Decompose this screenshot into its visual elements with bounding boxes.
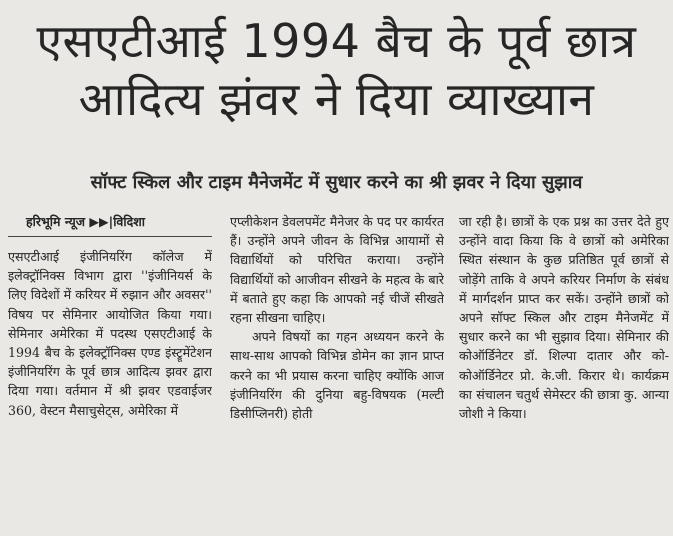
headline (0, 12, 673, 128)
headline-line-2: आदित्य झंवर ने दिया व्याख्यान (78, 72, 595, 126)
column-3-paragraph: जा रही है। छात्रों के एक प्रश्न का उत्तर देते हुए उन्होंने वादा किया कि वे छात्रों को अमेरिका स्थित संस्थान के कुछ प्रतिष्ठित पूर्व छात्रों से जोड़ेंगे ताकि वे अपने करियर निर्माण के संबंध में मार्गदर्शन प्राप्त कर सकें। उन्होंने छात्रों को अपने सॉफ्ट स्किल और टाइम मैनेजमेंट में सुधार करने का भी सुझाव दिया। सेमिनार की कोऑर्डिनेटर डॉ. शिल्पा दातार और को- कोऑर्डिनेटर प्रो. के.जी. किरार थे। कार्यक्रम का संचालन चतुर्थ सेमेस्टर की छात्रा कु. आन्या जोशी ने किया। (459, 214, 669, 422)
article-column-2 (230, 212, 444, 536)
subheadline: सॉफ्ट स्किल और टाइम मैनेजमेंट में सुधार करने का श्री झवर ने दिया सुझाव (90, 172, 583, 193)
byline: हरिभूमि न्यूज ▶▶|विदिशा (8, 212, 212, 237)
article-column-3 (459, 212, 669, 536)
column-2-paragraph-1: एप्लीकेशन डेवलपमेंट मैनेजर के पद पर कार्यरत हैं। उन्होंने अपने जीवन के विभिन्न आयामों से विद्यार्थियों को परिचित कराया। उन्होंने विद्यार्थियों को आजीवन सीखने के महत्व के बारे में बताते हुए कहा कि आपको नई चीजें सीखते रहना सीखना चाहिए। (230, 214, 444, 326)
headline-line-1: एसएटीआई 1994 बैच के पूर्व छात्र (36, 14, 637, 68)
article-column-1 (8, 212, 212, 536)
column-1-paragraph: एसएटीआई इंजीनियरिंग कॉलेज में इलेक्ट्रॉनिक्स विभाग द्वारा ''इंजीनियर्स के लिए विदेशों में करियर में रुझान और अवसर'' विषय पर सेमिनार आयोजित किया गया। सेमिनार अमेरिका में पदस्थ एसएटीआई के 1994 बैच के इलेक्ट्रॉनिक्स एण्ड इंस्ट्रूमेंटेशन इंजीनियरिंग के पूर्व छात्र आदित्य झवर द्वारा दिया गया। वर्तमान में श्री झवर एडवाईजर 360, वेस्टन मैसाचुसेट्स, अमेरिका में (8, 249, 212, 418)
column-2-paragraph-2: अपने विषयों का गहन अध्ययन करने के साथ-साथ आपको विभिन्न डोमेन का ज्ञान प्राप्त करने का भी प्रयास करना चाहिए क्योंकि आज इंजीनियरिंग की दुनिया बहु-विषयक (मल्टी डिसीप्लिनरी) होती (230, 329, 444, 422)
